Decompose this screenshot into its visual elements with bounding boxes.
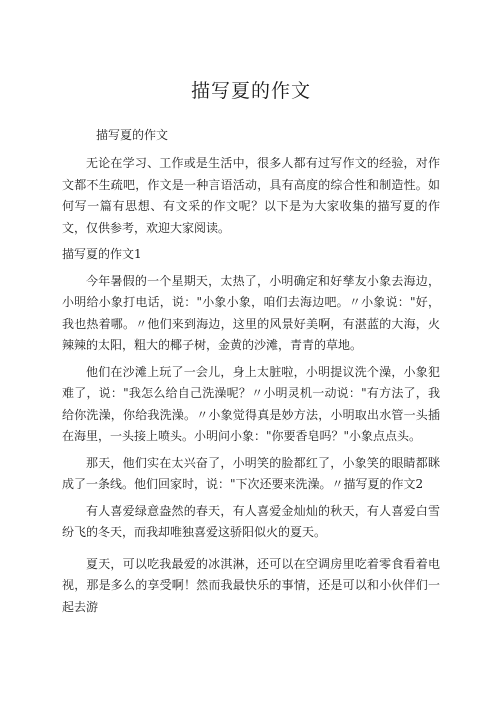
paragraph: 那天，他们实在太兴奋了，小明笑的脸都红了，小象笑的眼睛都眯成了一条线。他们回家时，说："下次还要来洗澡。〃描写夏的作文2 — [62, 455, 440, 491]
document-title: 描写夏的作文 — [190, 80, 311, 102]
paragraph: 今年暑假的一个星期天，太热了，小明确定和好孳友小象去海边，小明给小象打电话，说："小象小象，咱们去海边吧。〃小象说："好，我也热着哪。〃他们来到海边，这里的风景好美啊，有湛蓝的大海，火辣辣的太阳，粗大的椰子树，金黄的沙滩，青青的草地。 — [62, 273, 440, 352]
intro-paragraph: 无论在学习、工作或是生活中，很多人都有过写作文的经验，对作文都不生疏吧，作文是一种言语活动，具有高度的综合性和制造性。如何写一篇有思想、有文采的作文呢？以下是为大家收集的描写夏的作文，仅供参考，欢迎大家阅读。 — [62, 156, 440, 235]
paragraph: 他们在沙滩上玩了一会儿，身上太脏啦，小明提议洗个澡，小象犯难了，说："我怎么给自己洗澡呢？〃小明灵机一动说："有方法了，我给你洗澡，你给我洗澡。〃小象觉得真是妙方法，小明取出水管一头插在海里，一头接上喷头。小明问小象："你要香皂吗？"小象点点头。 — [62, 364, 440, 443]
paragraph: 有人喜爱绿意盎然的春天，有人喜爱金灿灿的秋天，有人喜爱白雪纷飞的冬天，而我却唯独喜爱这骄阳似火的夏天。 — [62, 503, 440, 539]
document-subtitle: 描写夏的作文 — [96, 128, 169, 142]
paragraph: 夏天，可以吃我最爱的冰淇淋，还可以在空调房里吃着零食看着电视，那是多么的享受啊！然而我最快乐的事情，还是可以和小伙伴们一起去游 — [62, 556, 440, 614]
section-heading-1: 描写夏的作文1 — [62, 247, 142, 261]
